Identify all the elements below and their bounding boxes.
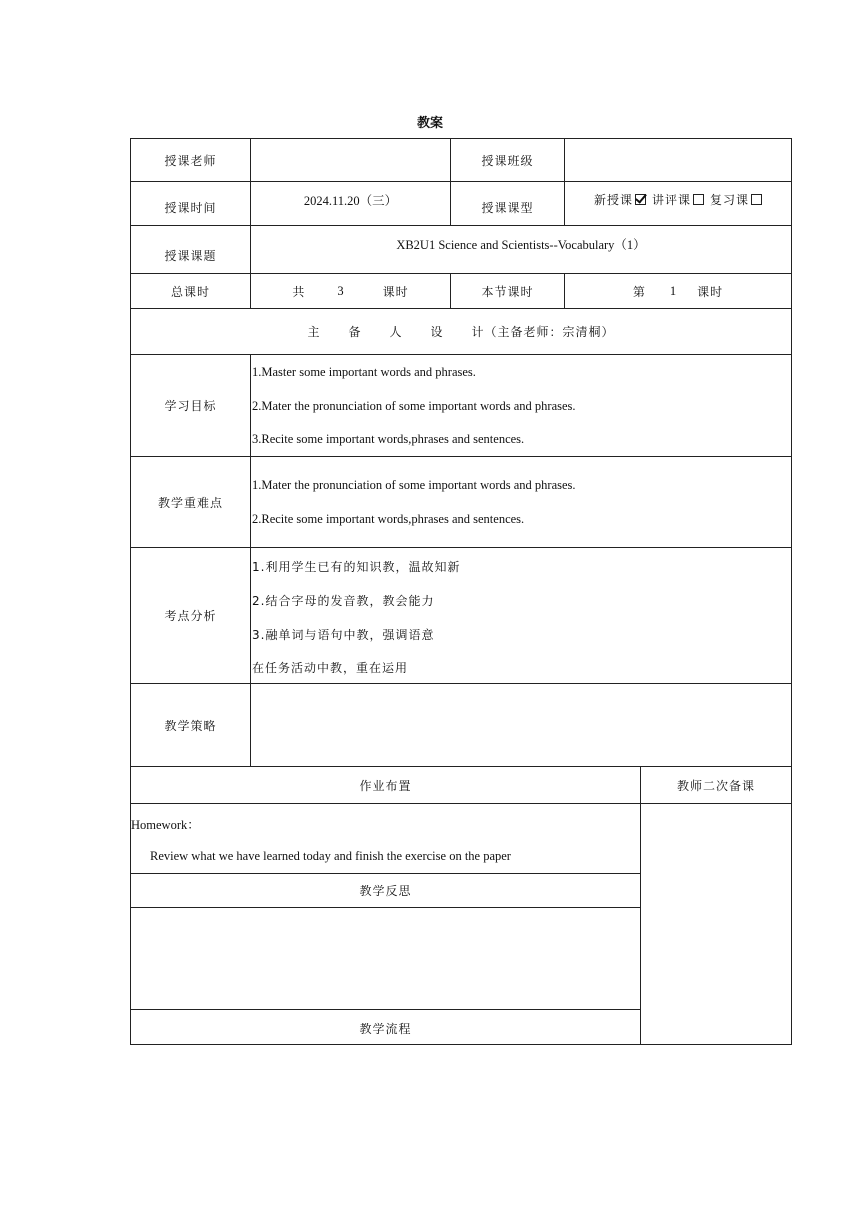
strategy-label: 教学策略 — [130, 683, 251, 767]
design-char: 设 — [430, 325, 444, 339]
checkbox-icon[interactable] — [693, 194, 704, 205]
type-option-new[interactable]: 新授课 — [594, 191, 646, 208]
design-char: 备 — [348, 325, 362, 339]
design-char: 人 — [389, 325, 403, 339]
topic-value[interactable]: XB2U1 Science and Scientists--Vocabulary（1） — [250, 225, 792, 274]
topic-label: 授课课题 — [130, 225, 251, 274]
key-point-item: 2.Recite some important words,phrases and sentences. — [252, 512, 525, 526]
design-char: 主 — [307, 325, 321, 339]
objectives-content[interactable] — [250, 354, 792, 457]
objectives-label: 学习目标 — [130, 354, 251, 457]
type-options — [564, 181, 792, 226]
analysis-content[interactable] — [250, 547, 792, 684]
total-hours-prefix: 共 — [292, 284, 306, 299]
analysis-item: 3.融单词与语句中教，强调语意 — [252, 628, 435, 642]
class-label: 授课班级 — [450, 138, 565, 182]
document-title: 教案 — [416, 116, 443, 131]
key-points-label: 教学重难点 — [130, 456, 251, 548]
key-points-content[interactable] — [250, 456, 792, 548]
time-value[interactable]: 2024.11.20（三） — [250, 181, 451, 226]
analysis-label: 考点分析 — [130, 547, 251, 684]
type-label: 授课课型 — [450, 181, 565, 226]
type-option-review-exam[interactable]: 讲评课 — [652, 191, 704, 208]
current-hour — [564, 273, 792, 309]
time-label: 授课时间 — [130, 181, 251, 226]
reflection-label: 教学反思 — [130, 873, 641, 908]
current-hour-label: 本节课时 — [450, 273, 565, 309]
current-hour-prefix: 第 — [632, 284, 646, 299]
second-prep-label: 教师二次备课 — [640, 766, 792, 804]
total-hours — [250, 273, 451, 309]
analysis-item: 1.利用学生已有的知识教，温故知新 — [252, 560, 461, 574]
strategy-content[interactable] — [250, 683, 792, 767]
design-char: 计 — [471, 325, 485, 339]
current-hour-value[interactable]: 1 — [669, 283, 678, 298]
teacher-value[interactable] — [250, 138, 451, 182]
homework-text: Review what we have learned today and finish the exercise on the paper — [150, 849, 511, 863]
homework-title: Homework： — [131, 818, 200, 832]
design-header — [130, 308, 792, 355]
second-prep-area[interactable] — [640, 803, 792, 1045]
teacher-label: 授课老师 — [130, 138, 251, 182]
checked-box-icon[interactable] — [635, 194, 646, 205]
objective-item: 2.Mater the pronunciation of some important words and phrases. — [252, 399, 576, 413]
key-point-item: 1.Mater the pronunciation of some important words and phrases. — [252, 478, 576, 492]
homework-content[interactable] — [130, 803, 641, 874]
homework-label: 作业布置 — [130, 766, 641, 804]
total-hours-label: 总课时 — [130, 273, 251, 309]
current-hour-suffix: 课时 — [697, 284, 724, 299]
objective-item: 1.Master some important words and phrases. — [252, 365, 476, 379]
design-note: （主备老师：宗清桐） — [484, 325, 615, 339]
class-value[interactable] — [564, 138, 792, 182]
analysis-item: 在任务活动中教，重在运用 — [252, 661, 409, 675]
reflection-content[interactable] — [130, 907, 641, 1010]
total-hours-suffix: 课时 — [382, 284, 409, 299]
checkbox-icon[interactable] — [751, 194, 762, 205]
objective-item: 3.Recite some important words,phrases and sentences. — [252, 432, 525, 446]
process-label: 教学流程 — [130, 1009, 641, 1045]
type-option-revision[interactable]: 复习课 — [710, 191, 762, 208]
analysis-item: 2.结合字母的发音教，教会能力 — [252, 594, 435, 608]
total-hours-value[interactable]: 3 — [337, 283, 345, 298]
